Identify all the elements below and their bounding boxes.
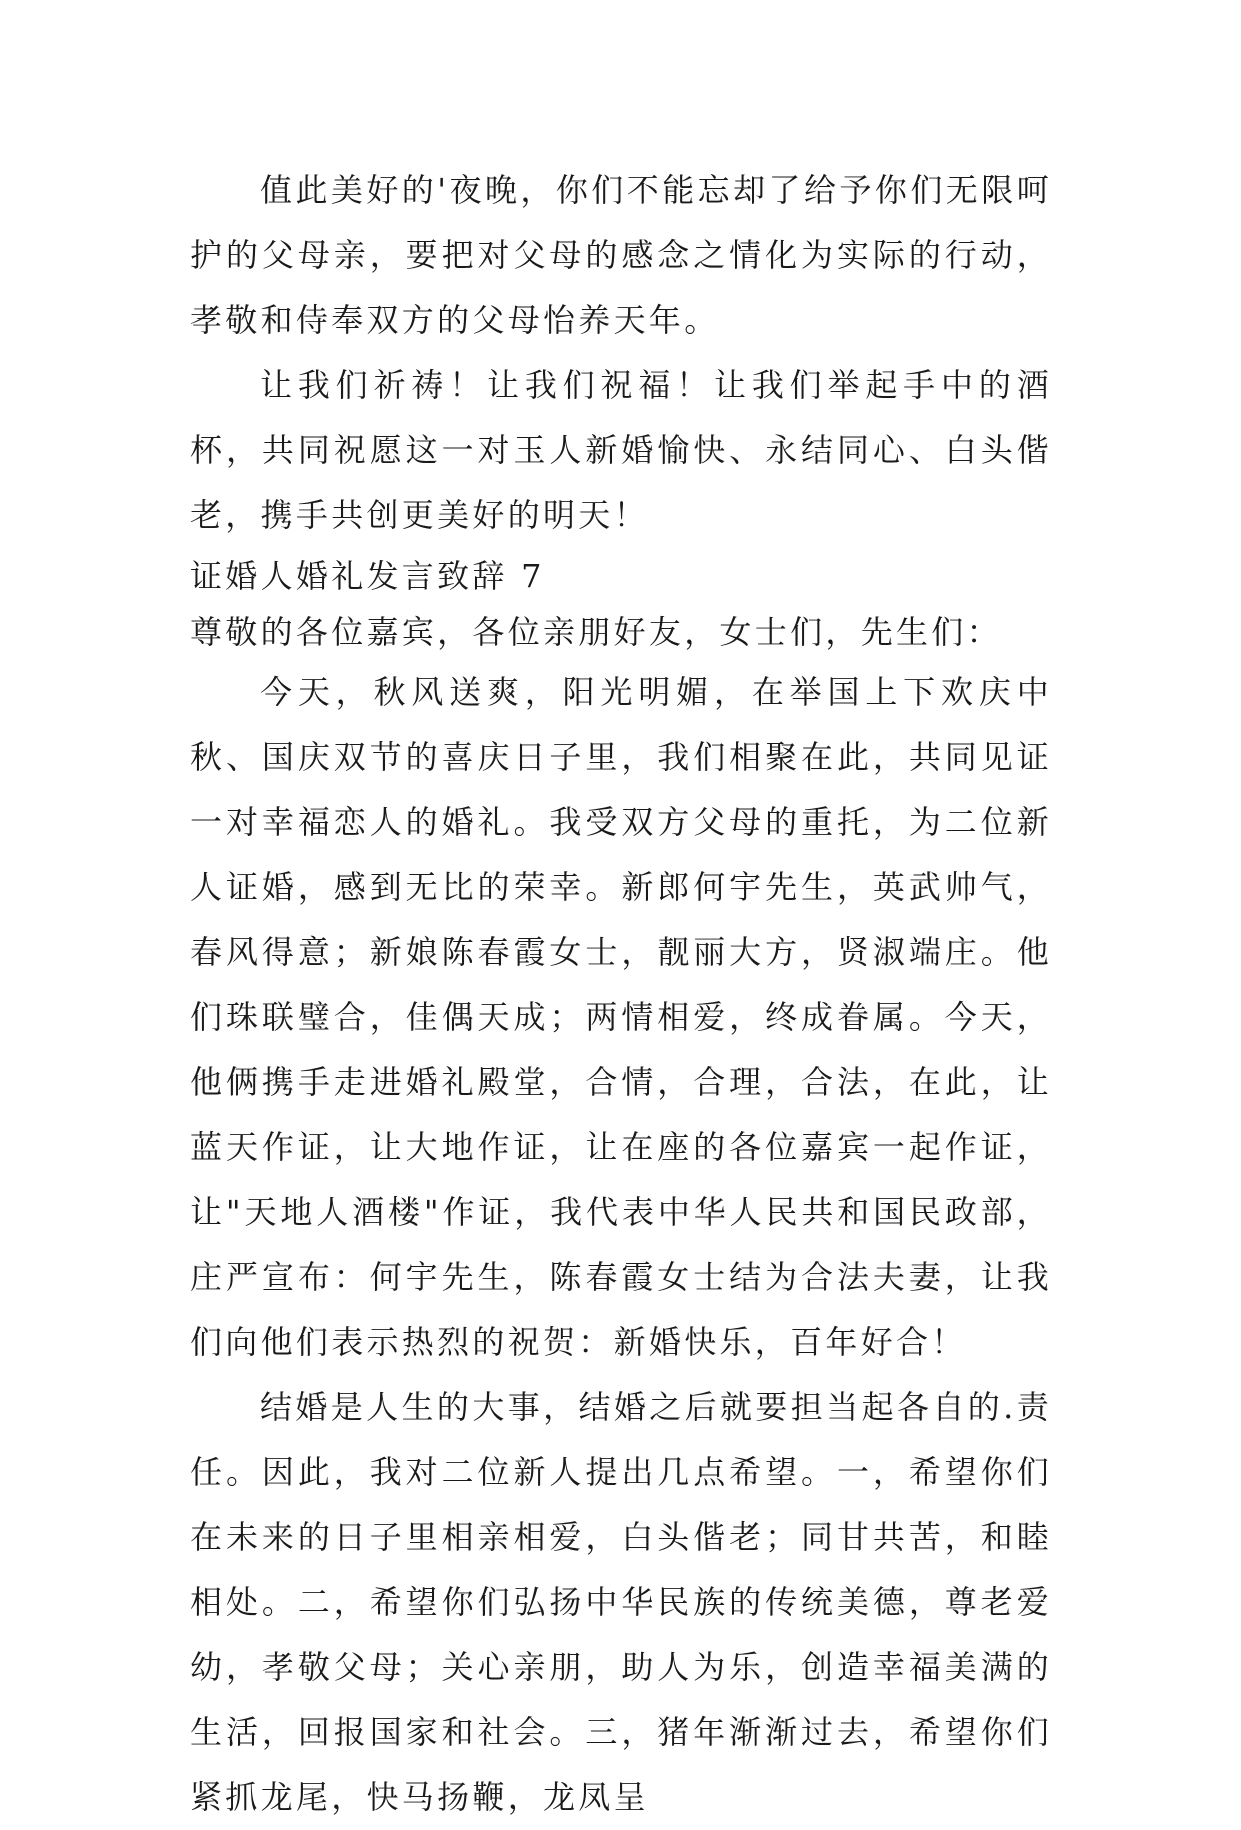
paragraph-blessing-parents: 值此美好的'夜晚，你们不能忘却了给予你们无限呵护的父母亲，要把对父母的感念之情化为实际的行动，孝敬和侍奉双方的父母怡养天年。 — [190, 171, 1052, 339]
paragraph-hopes: 结婚是人生的大事，结婚之后就要担当起各自的.责任。因此，我对二位新人提出几点希望。一，希望你们在未来的日子里相亲相爱，白头偕老；同甘共苦，和睦相处。二，希望你们弘扬中华民族的传统美德，尊老爱幼，孝敬父母；关心亲朋，助人为乐，创造幸福美满的生活，回报国家和社会。三，猪年渐渐过去，希望你们紧抓龙尾，快马扬鞭，龙凤呈 — [190, 1388, 1052, 1816]
section-title: 证婚人婚礼发言致辞 7 — [190, 557, 545, 595]
salutation: 尊敬的各位嘉宾，各位亲朋好友，女士们，先生们： — [190, 613, 1002, 651]
document-body — [190, 158, 1052, 1830]
paragraph-announcement: 今天，秋风送爽，阳光明媚，在举国上下欢庆中秋、国庆双节的喜庆日子里，我们相聚在此，共同见证一对幸福恋人的婚礼。我受双方父母的重托，为二位新人证婚，感到无比的荣幸。新郎何宇先生，英武帅气，春风得意；新娘陈春霞女士，靓丽大方，贤淑端庄。他们珠联璧合，佳偶天成；两情相爱，终成眷属。今天，他俩携手走进婚礼殿堂，合情，合理，合法，在此，让蓝天作证，让大地作证，让在座的各位嘉宾一起作证，让"天地人酒楼"作证，我代表中华人民共和国民政部，庄严宣布：何宇先生，陈春霞女士结为合法夫妻，让我们向他们表示热烈的祝贺：新婚快乐，百年好合！ — [190, 673, 1052, 1361]
paragraph-toast: 让我们祈祷！让我们祝福！让我们举起手中的酒杯，共同祝愿这一对玉人新婚愉快、永结同心、白头偕老，携手共创更美好的明天！ — [190, 366, 1052, 534]
